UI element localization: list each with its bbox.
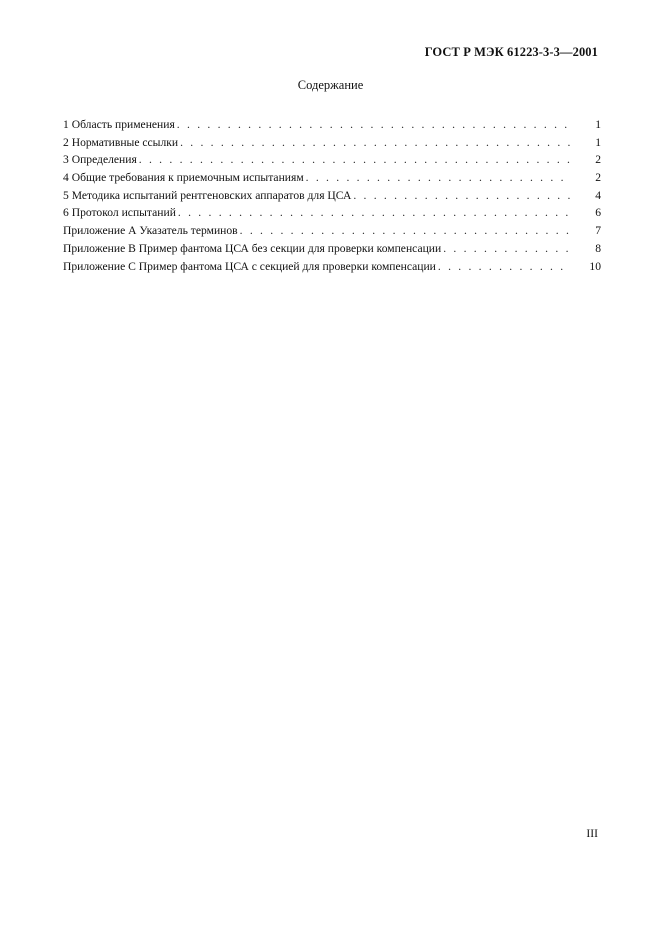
toc-entry-page: 2 — [595, 153, 601, 167]
toc-leader-dots — [240, 224, 571, 237]
toc-entry[interactable] — [63, 171, 601, 189]
toc-leader-dots — [180, 136, 571, 149]
toc-entry-label: Приложение С Пример фантома ЦСА с секцией для проверки компенсации — [63, 259, 436, 273]
toc-entry[interactable] — [63, 136, 601, 154]
toc-entry-label: 1 Область применения — [63, 118, 175, 131]
toc-leader-dots — [178, 206, 571, 219]
toc-entry-page: 8 — [595, 241, 601, 255]
toc-leader-dots — [353, 189, 571, 202]
toc-entry[interactable] — [63, 153, 601, 171]
toc-entry-label: Приложение А Указатель терминов — [63, 224, 238, 238]
toc-leader-dots — [177, 118, 571, 131]
toc-entry-label: Приложение В Пример фантома ЦСА без секции для проверки компенсации — [63, 241, 442, 255]
toc-entry-page: 1 — [595, 118, 601, 131]
toc-leader-dots — [443, 242, 571, 255]
toc-entry[interactable] — [63, 118, 601, 136]
toc-entry-label: 2 Нормативные ссылки — [63, 135, 179, 149]
table-of-contents — [63, 118, 601, 277]
toc-leader-dots — [139, 153, 571, 166]
toc-leader-dots — [306, 171, 571, 184]
toc-entry[interactable] — [63, 224, 601, 242]
toc-entry-page: 10 — [589, 259, 601, 273]
toc-entry-label: 4 Общие требования к приемочным испытаниям — [63, 171, 304, 185]
toc-entry-page: 2 — [595, 171, 601, 185]
toc-leader-dots — [438, 260, 571, 273]
page-number: III — [586, 827, 598, 840]
standard-id: ГОСТ Р МЭК 61223-3-3—2001 — [424, 45, 598, 59]
toc-entry-page: 4 — [595, 188, 601, 202]
toc-entry-label: 5 Методика испытаний рентгеновских аппаратов для ЦСА — [63, 188, 352, 202]
toc-entry-label: 6 Протокол испытаний — [63, 206, 176, 220]
toc-entry-page: 1 — [595, 135, 601, 149]
toc-entry[interactable] — [63, 260, 601, 278]
toc-entry-page: 6 — [595, 206, 601, 220]
toc-entry[interactable] — [63, 242, 601, 260]
toc-entry[interactable] — [63, 206, 601, 224]
toc-title: Содержание — [297, 78, 364, 92]
toc-entry[interactable] — [63, 189, 601, 207]
toc-entry-page: 7 — [595, 224, 601, 238]
toc-entry-label: 3 Определения — [63, 153, 137, 167]
